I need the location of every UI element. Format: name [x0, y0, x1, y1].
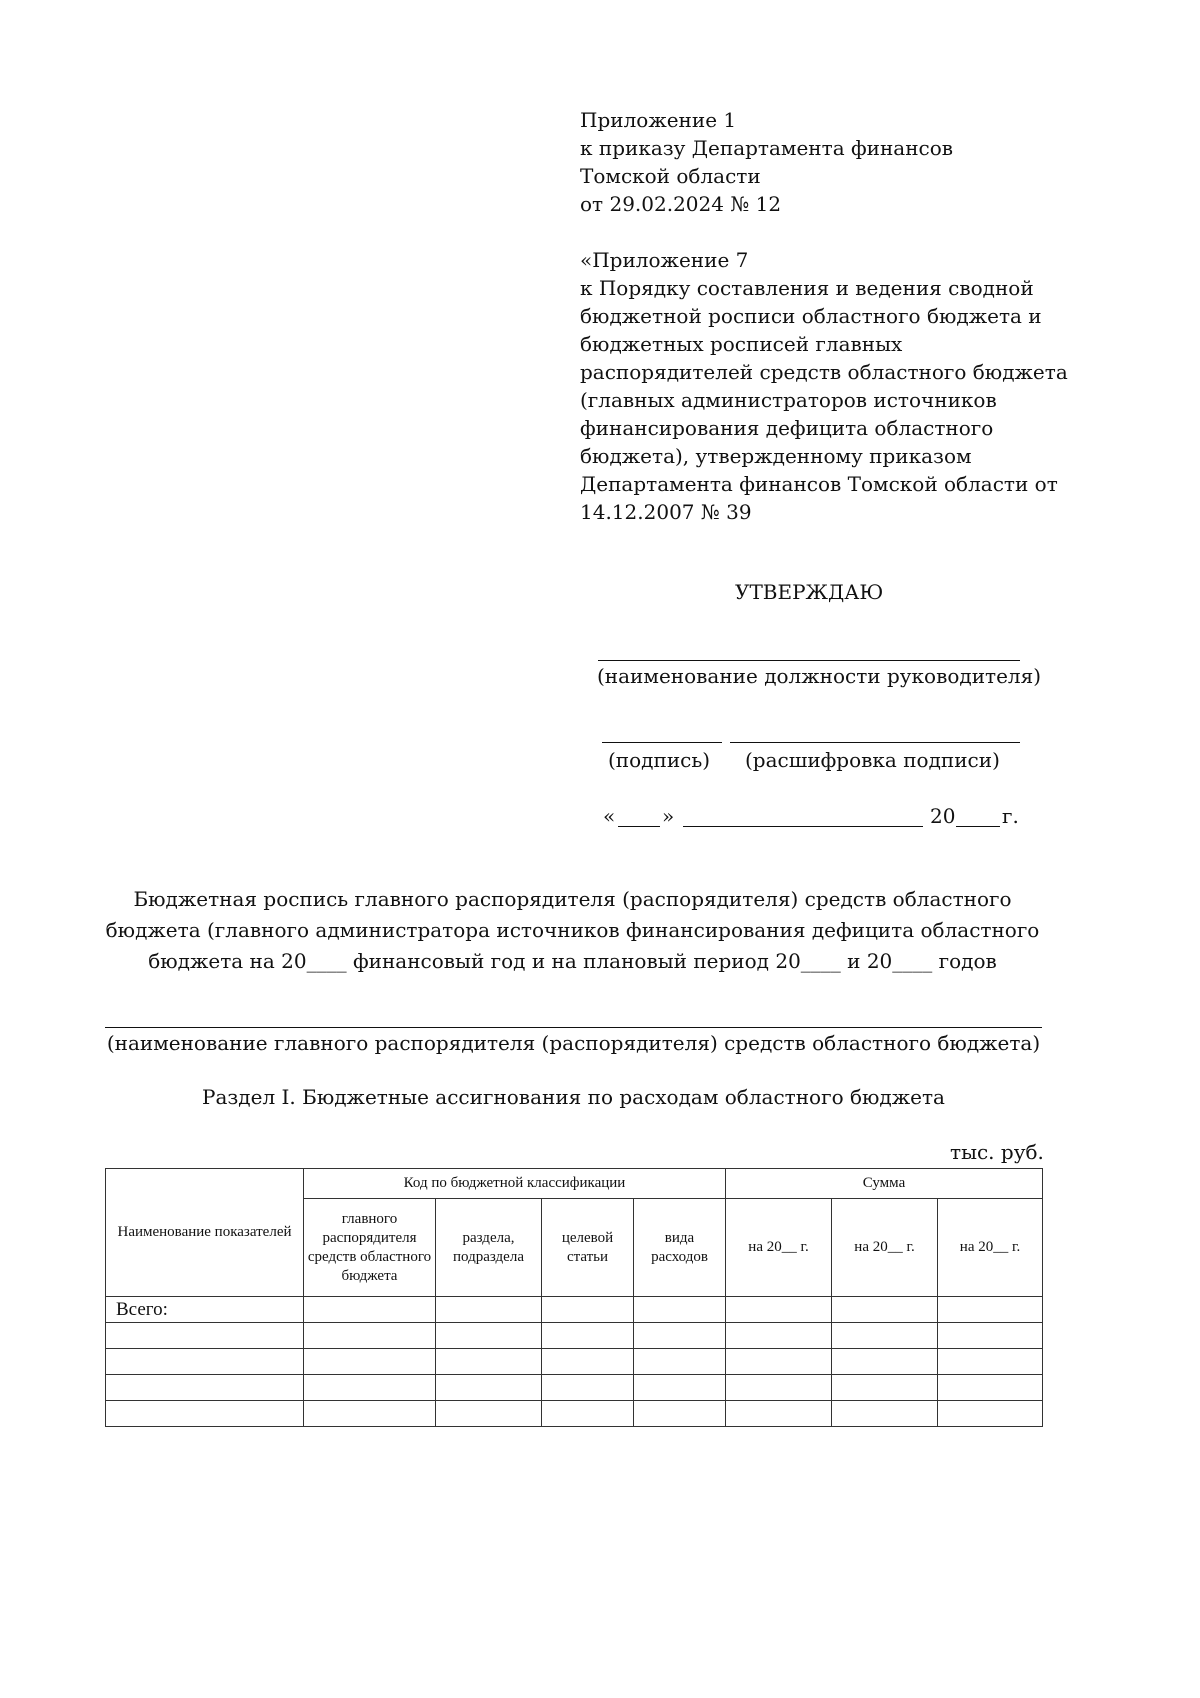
decoding-caption: (расшифровка подписи) [745, 748, 1000, 772]
text-line: 14.12.2007 № 39 [580, 500, 752, 524]
approve-title: УТВЕРЖДАЮ [735, 580, 884, 604]
header-sum-col: на 20__ г. [726, 1199, 832, 1297]
signature-caption: (подпись) [608, 748, 711, 772]
table-row [106, 1349, 1043, 1375]
position-caption: (наименование должности руководителя) [597, 664, 1042, 688]
day-line [618, 826, 660, 827]
row-label [106, 1375, 304, 1401]
row-label [106, 1401, 304, 1427]
text-line: от 29.02.2024 № 12 [580, 192, 782, 216]
position-line [598, 660, 1020, 661]
title-line: бюджета на 20____ финансовый год и на плановый период 20____ и 20____ годов [148, 949, 997, 973]
text-line: Департамента финансов Томской области от [580, 472, 1058, 496]
year-prefix: 20 [930, 804, 956, 828]
header-code-col: раздела, подраздела [436, 1199, 542, 1297]
appendix-7-block [580, 246, 1068, 526]
text-line: распорядителей средств областного бюджета [580, 360, 1068, 384]
header-name: Наименование показателей [106, 1169, 304, 1297]
text-line: бюджетной росписи областного бюджета и [580, 304, 1042, 328]
text-line: бюджета), утвержденному приказом [580, 444, 972, 468]
header-sum-col: на 20__ г. [832, 1199, 938, 1297]
units-label: тыс. руб. [950, 1140, 1044, 1164]
table-row [106, 1323, 1043, 1349]
section-title: Раздел I. Бюджетные ассигнования по расходам областного бюджета [202, 1085, 945, 1109]
year-line [956, 826, 1000, 827]
text-line: (главных администраторов источников [580, 388, 997, 412]
header-code-col: главного распорядителя средств областного бюджета [304, 1199, 436, 1297]
header-sum-group: Сумма [726, 1169, 1043, 1199]
text-line: «Приложение 7 [580, 248, 749, 272]
budget-table [105, 1168, 1043, 1427]
text-line: к приказу Департамента финансов [580, 136, 954, 160]
text-line: к Порядку составления и ведения сводной [580, 276, 1034, 300]
org-caption: (наименование главного распорядителя (распорядителя) средств областного бюджета) [106, 1031, 1041, 1055]
date-close-quote: » [662, 804, 675, 828]
table-row [106, 1375, 1043, 1401]
row-label: Всего: [106, 1297, 304, 1323]
month-line [683, 826, 923, 827]
text-line: финансирования дефицита областного [580, 416, 994, 440]
header-sum-col: на 20__ г. [938, 1199, 1043, 1297]
text-line: Приложение 1 [580, 108, 737, 132]
title-line: Бюджетная роспись главного распорядителя (распорядителя) средств областного [133, 887, 1012, 911]
header-code-group: Код по бюджетной классификации [304, 1169, 726, 1199]
text-line: Томской области [580, 164, 761, 188]
table-row [106, 1401, 1043, 1427]
row-label [106, 1349, 304, 1375]
title-line: бюджета (главного администратора источников финансирования дефицита областного [105, 918, 1040, 942]
date-open-quote: « [603, 804, 616, 828]
header-code-col: вида расходов [634, 1199, 726, 1297]
year-suffix: г. [1002, 804, 1019, 828]
appendix-1-block [580, 106, 953, 218]
table-row [106, 1297, 1043, 1323]
document-title [0, 884, 1145, 977]
decoding-line [730, 742, 1020, 743]
signature-line [602, 742, 722, 743]
row-label [106, 1323, 304, 1349]
text-line: бюджетных росписей главных [580, 332, 903, 356]
header-code-col: целевой статьи [542, 1199, 634, 1297]
